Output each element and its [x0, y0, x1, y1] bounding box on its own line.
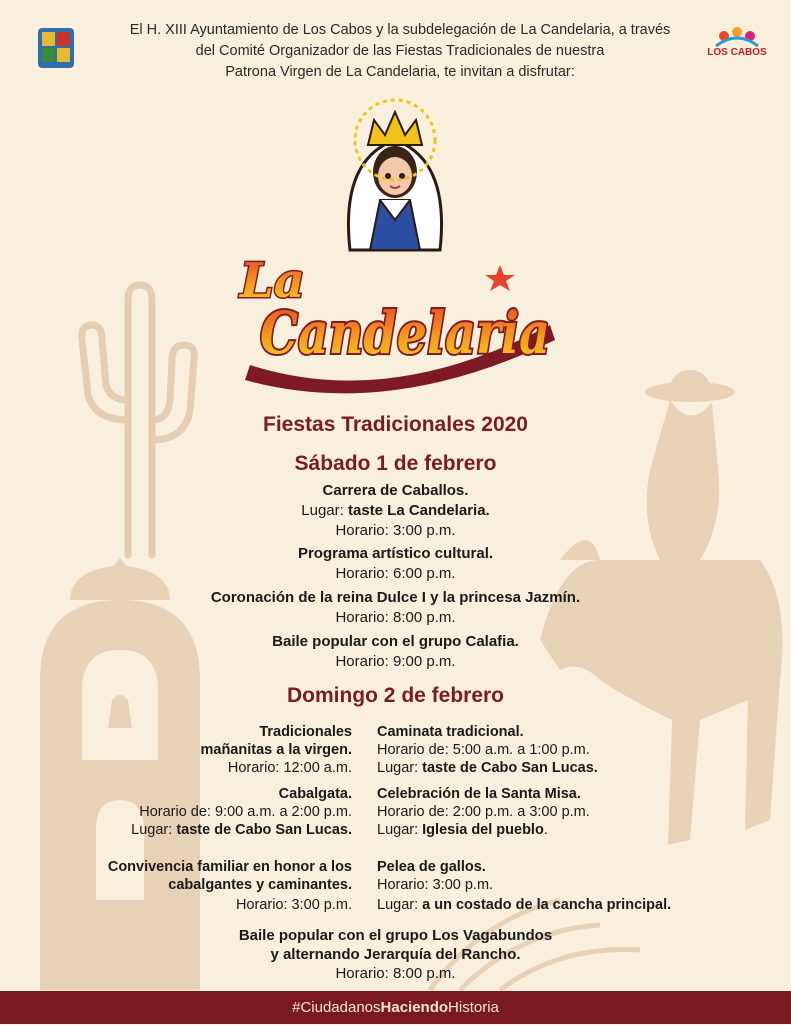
header-line-1: El H. XIII Ayuntamiento de Los Cabos y la subdelegación de La Candelaria, a través: [129, 22, 671, 38]
event-name: Baile popular con el grupo Calafia.: [272, 633, 519, 650]
place-label: Lugar:: [301, 502, 348, 519]
event-time: Horario: 3:00 p.m.: [235, 897, 352, 913]
event-time: Horario: 8:00 p.m.: [335, 965, 456, 982]
event-time: Horario: 6:00 p.m.: [335, 565, 456, 582]
saturday-event-1: [0, 481, 791, 541]
event-name-line-1: Pelea de gallos.: [377, 859, 486, 875]
sunday-left-event-3: [108, 858, 352, 914]
event-time: Horario: 12:00 a.m.: [227, 760, 352, 776]
saturday-event-4: [0, 632, 791, 672]
event-name: Carrera de Caballos.: [322, 482, 469, 499]
wordmark-candelaria: Candelaria: [260, 299, 550, 367]
place-value: taste de Cabo San Lucas.: [422, 760, 598, 776]
header-line-2: del Comité Organizador de las Fiestas Tradicionales de nuestra: [195, 43, 605, 59]
sunday-right-event-1: [377, 723, 598, 777]
event-name-line-1: Caminata tradicional.: [377, 724, 524, 740]
sunday-left-event-2: [131, 785, 352, 839]
event-name: Programa artístico cultural.: [297, 545, 494, 562]
closing-event: [0, 926, 791, 983]
place-end: .: [543, 822, 548, 838]
event-time: Horario de: 2:00 p.m. a 3:00 p.m.: [377, 804, 590, 820]
event-time: Horario: 3:00 p.m.: [335, 522, 456, 539]
event-time: Horario de: 5:00 a.m. a 1:00 p.m.: [377, 742, 590, 758]
place-label: Lugar:: [131, 822, 177, 838]
los-cabos-logo-icon: [702, 22, 772, 66]
place-value: a un costado de la cancha principal.: [422, 897, 672, 913]
event-name-line-1: Tradicionales: [259, 724, 352, 740]
hashtag-part-2: Haciendo: [380, 999, 449, 1016]
place-label: Lugar:: [377, 897, 423, 913]
saturday-event-3: [0, 588, 791, 628]
sunday-heading: Domingo 2 de febrero: [286, 684, 505, 707]
event-time: Horario: 8:00 p.m.: [335, 609, 456, 626]
hashtag-part-3: Historia: [448, 999, 499, 1016]
los-cabos-logo-text: LOS CABOS: [707, 47, 767, 58]
event-name-line-2: y alternando Jerarquía del Rancho.: [270, 946, 521, 963]
event-time: Horario: 9:00 p.m.: [335, 653, 456, 670]
event-name-line-1: Convivencia familiar en honor a los: [107, 859, 352, 875]
la-candelaria-wordmark: [230, 235, 565, 400]
place-value: taste de Cabo San Lucas.: [176, 822, 352, 838]
event-name: Coronación de la reina Dulce I y la princesa Jazmín.: [210, 589, 581, 606]
footer-hashtag: [0, 991, 791, 1024]
sunday-right-event-2: [377, 785, 590, 839]
event-time: Horario: 3:00 p.m.: [377, 877, 494, 893]
event-name-line-1: Baile popular con el grupo Los Vagabundos: [238, 927, 553, 944]
event-name-line-2: mañanitas a la virgen.: [200, 742, 352, 758]
place-value: taste La Candelaria.: [347, 502, 490, 519]
saturday-heading: Sábado 1 de febrero: [294, 452, 497, 475]
saturday-event-2: [0, 544, 791, 584]
place-label: Lugar:: [377, 760, 423, 776]
header-invitation: [95, 20, 705, 83]
page-title: Fiestas Tradicionales 2020: [263, 413, 528, 436]
place-label: Lugar:: [377, 822, 423, 838]
hashtag-part-1: #Ciudadanos: [292, 999, 381, 1016]
event-time: Horario de: 9:00 a.m. a 2:00 p.m.: [139, 804, 352, 820]
sunday-right-event-3: [377, 858, 671, 914]
sunday-left-event-1: [200, 723, 352, 777]
event-name-line-1: Celebración de la Santa Misa.: [377, 786, 581, 802]
municipal-seal-icon: [36, 26, 76, 78]
wordmark-la: La: [240, 253, 305, 309]
place-value: Iglesia del pueblo: [422, 822, 544, 838]
header-line-3: Patrona Virgen de La Candelaria, te invitan a disfrutar:: [225, 64, 575, 80]
event-name-line-1: Cabalgata.: [278, 786, 352, 802]
event-name-line-2: cabalgantes y caminantes.: [168, 877, 352, 893]
